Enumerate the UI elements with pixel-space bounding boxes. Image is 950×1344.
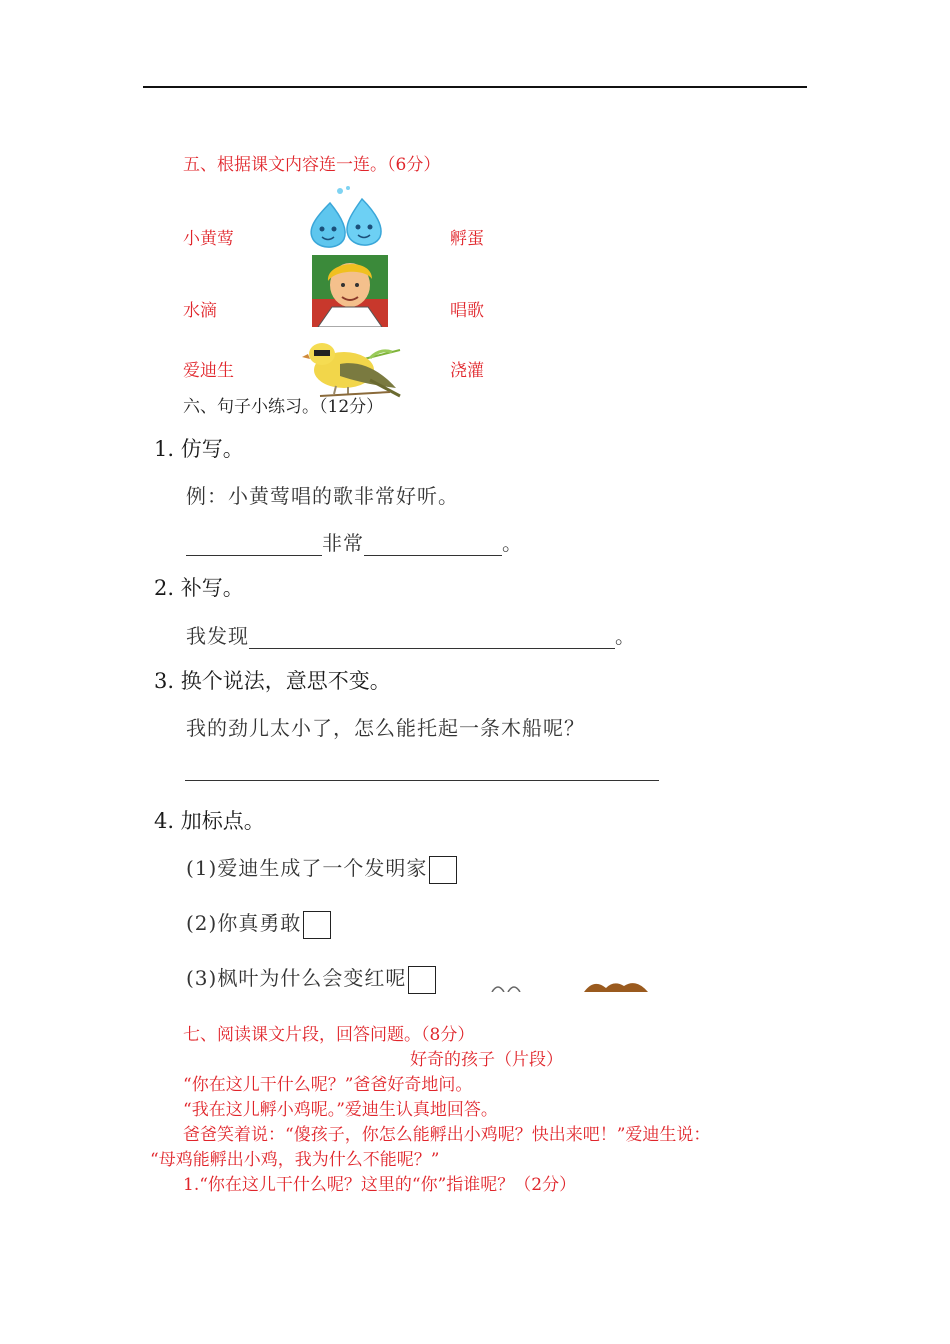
passage-paragraph: 爸爸笑着说：“傻孩子，你怎么能孵出小鸡呢？快出来吧！”爱迪生说： xyxy=(183,1125,711,1145)
passage-title: 好奇的孩子（片段） xyxy=(410,1050,563,1070)
passage-paragraph: “你在这儿干什么呢？”爸爸好奇地问。 xyxy=(183,1075,473,1095)
sentence-end: 。 xyxy=(615,624,636,648)
punctuation-item xyxy=(186,907,331,939)
cartoon-fragment-image xyxy=(488,978,652,992)
punctuation-item-text: (1)爱迪生成了一个发明家 xyxy=(186,856,428,880)
match-right-item: 孵蛋 xyxy=(450,229,484,249)
punctuation-item xyxy=(186,852,457,884)
question-4-heading: 4. 加标点。 xyxy=(154,809,265,833)
question-3-sentence: 我的劲儿太小了，怎么能托起一条木船呢？ xyxy=(186,716,585,740)
question-2-fill-line xyxy=(186,620,636,649)
section6-title: 六、句子小练习。（12分） xyxy=(183,397,384,417)
question-2-heading: 2. 补写。 xyxy=(154,576,244,600)
punctuation-item-text: (3)枫叶为什么会变红呢 xyxy=(186,966,407,990)
question-1-fill-line xyxy=(186,527,523,556)
water-drops-image xyxy=(300,185,392,253)
passage-paragraph: “我在这儿孵小鸡呢。”爱迪生认真地回答。 xyxy=(183,1100,498,1120)
question-3-heading: 3. 换个说法，意思不变。 xyxy=(154,669,391,693)
header-rule xyxy=(143,86,807,88)
match-right-item: 浇灌 xyxy=(450,361,484,381)
boy-image xyxy=(312,255,388,327)
punctuation-item-text: (2)你真勇敢 xyxy=(186,911,302,935)
match-left-item: 小黄莺 xyxy=(183,229,234,249)
section7-question-1: 1.“你在这儿干什么呢？这里的“你”指谁呢？（2分） xyxy=(183,1175,577,1195)
sentence-end: 。 xyxy=(502,531,523,555)
sentence-prefix: 我发现 xyxy=(186,624,249,648)
question-1-example: 例：小黄莺唱的歌非常好听。 xyxy=(186,484,459,508)
punctuation-box[interactable] xyxy=(408,966,436,994)
punctuation-box[interactable] xyxy=(429,856,457,884)
fill-word: 非常 xyxy=(322,531,364,555)
punctuation-item xyxy=(186,962,436,994)
yellow-bird-image xyxy=(300,330,404,400)
match-left-item: 水滴 xyxy=(183,301,217,321)
match-right-item: 唱歌 xyxy=(450,301,484,321)
passage-paragraph-continued: “母鸡能孵出小鸡，我为什么不能呢？” xyxy=(150,1150,440,1170)
punctuation-box[interactable] xyxy=(303,911,331,939)
match-left-item: 爱迪生 xyxy=(183,361,234,381)
section5-title: 五、根据课文内容连一连。（6分） xyxy=(183,155,441,175)
answer-blank[interactable] xyxy=(364,535,502,556)
answer-blank[interactable] xyxy=(249,628,615,649)
section7-title: 七、阅读课文片段，回答问题。（8分） xyxy=(183,1025,475,1045)
answer-line[interactable] xyxy=(185,780,659,781)
question-1-heading: 1. 仿写。 xyxy=(154,437,244,461)
answer-blank[interactable] xyxy=(186,535,322,556)
